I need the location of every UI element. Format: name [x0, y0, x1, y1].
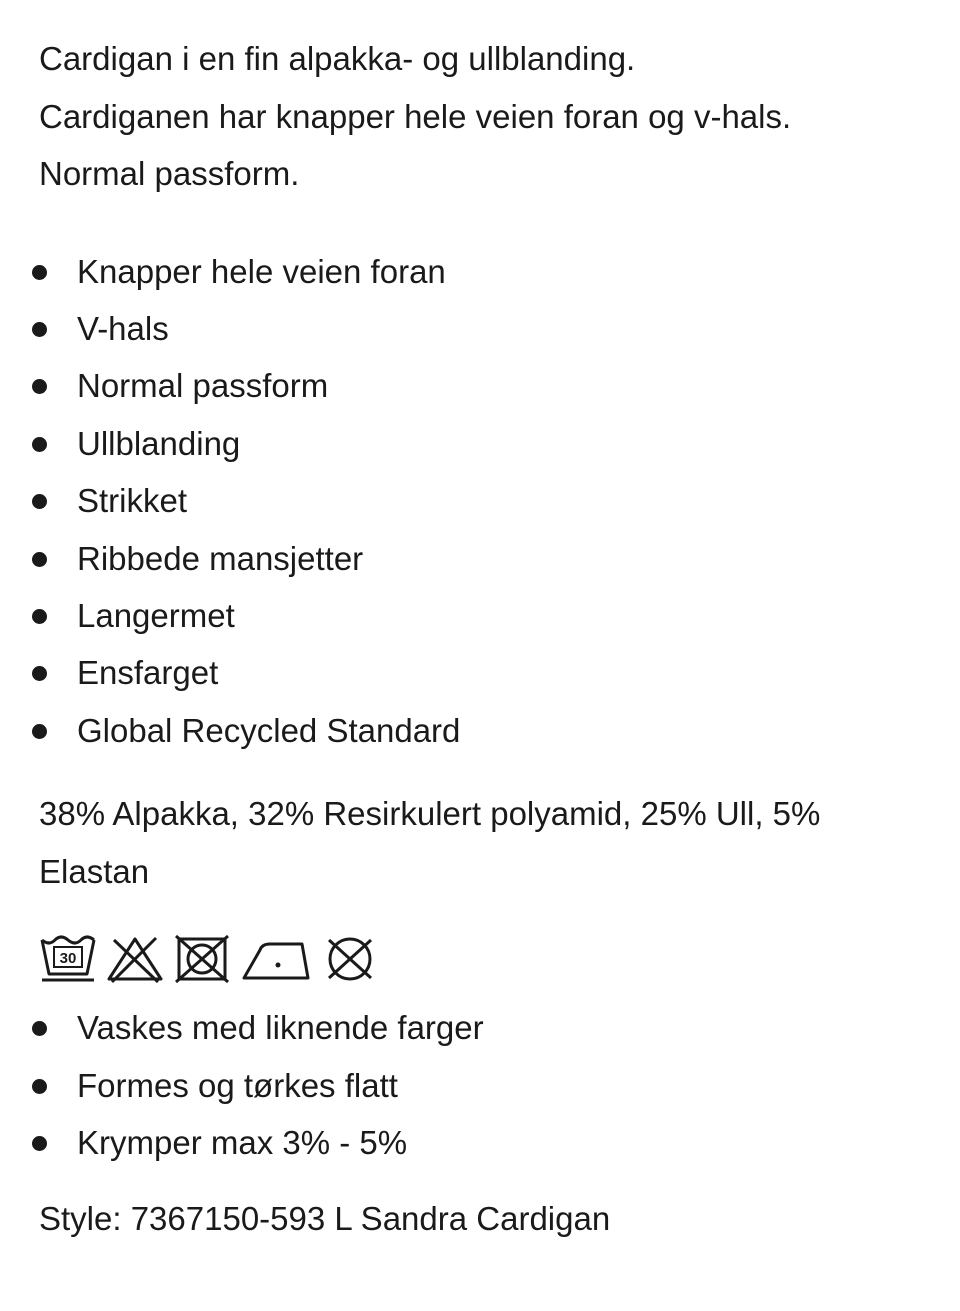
feature-item: Ullblanding [39, 415, 929, 472]
iron-low-icon [240, 934, 312, 984]
description-line: Cardigan i en fin alpakka- og ullblanding. [39, 40, 636, 77]
feature-item: Global Recycled Standard [39, 702, 929, 759]
description-line: Normal passform. [39, 155, 300, 192]
feature-item: Langermet [39, 587, 929, 644]
no-dry-clean-icon [321, 934, 379, 984]
care-instruction-item: Vaskes med liknende farger [39, 999, 929, 1056]
feature-item: Normal passform [39, 357, 929, 414]
composition-line: Elastan [39, 852, 150, 890]
care-symbols [39, 930, 929, 988]
care-instruction-item: Krymper max 3% - 5% [39, 1114, 929, 1171]
care-instruction-item: Formes og tørkes flatt [39, 1057, 929, 1114]
style-number [39, 1190, 929, 1248]
care-instruction-list [39, 999, 929, 1171]
product-description [39, 30, 929, 203]
description-line: Cardiganen har knapper hele veien foran og v-hals. [39, 97, 792, 135]
no-tumble-dry-icon [173, 934, 231, 984]
feature-list [39, 243, 929, 760]
no-bleach-icon [106, 934, 164, 984]
product-details [39, 30, 929, 1248]
composition-line: 38% Alpakka, 32% Resirkulert polyamid, 25% Ull, 5% [39, 795, 821, 833]
feature-item: Ensfarget [39, 644, 929, 701]
feature-item: V-hals [39, 300, 929, 357]
feature-item: Ribbede mansjetter [39, 530, 929, 587]
feature-item: Strikket [39, 472, 929, 529]
wash-temperature-label: 30 [59, 950, 77, 968]
feature-item: Knapper hele veien foran [39, 243, 929, 300]
material-composition [39, 785, 929, 900]
style-text: Style: 7367150-593 L Sandra Cardigan [39, 1200, 611, 1238]
wash-30-icon [39, 934, 97, 984]
